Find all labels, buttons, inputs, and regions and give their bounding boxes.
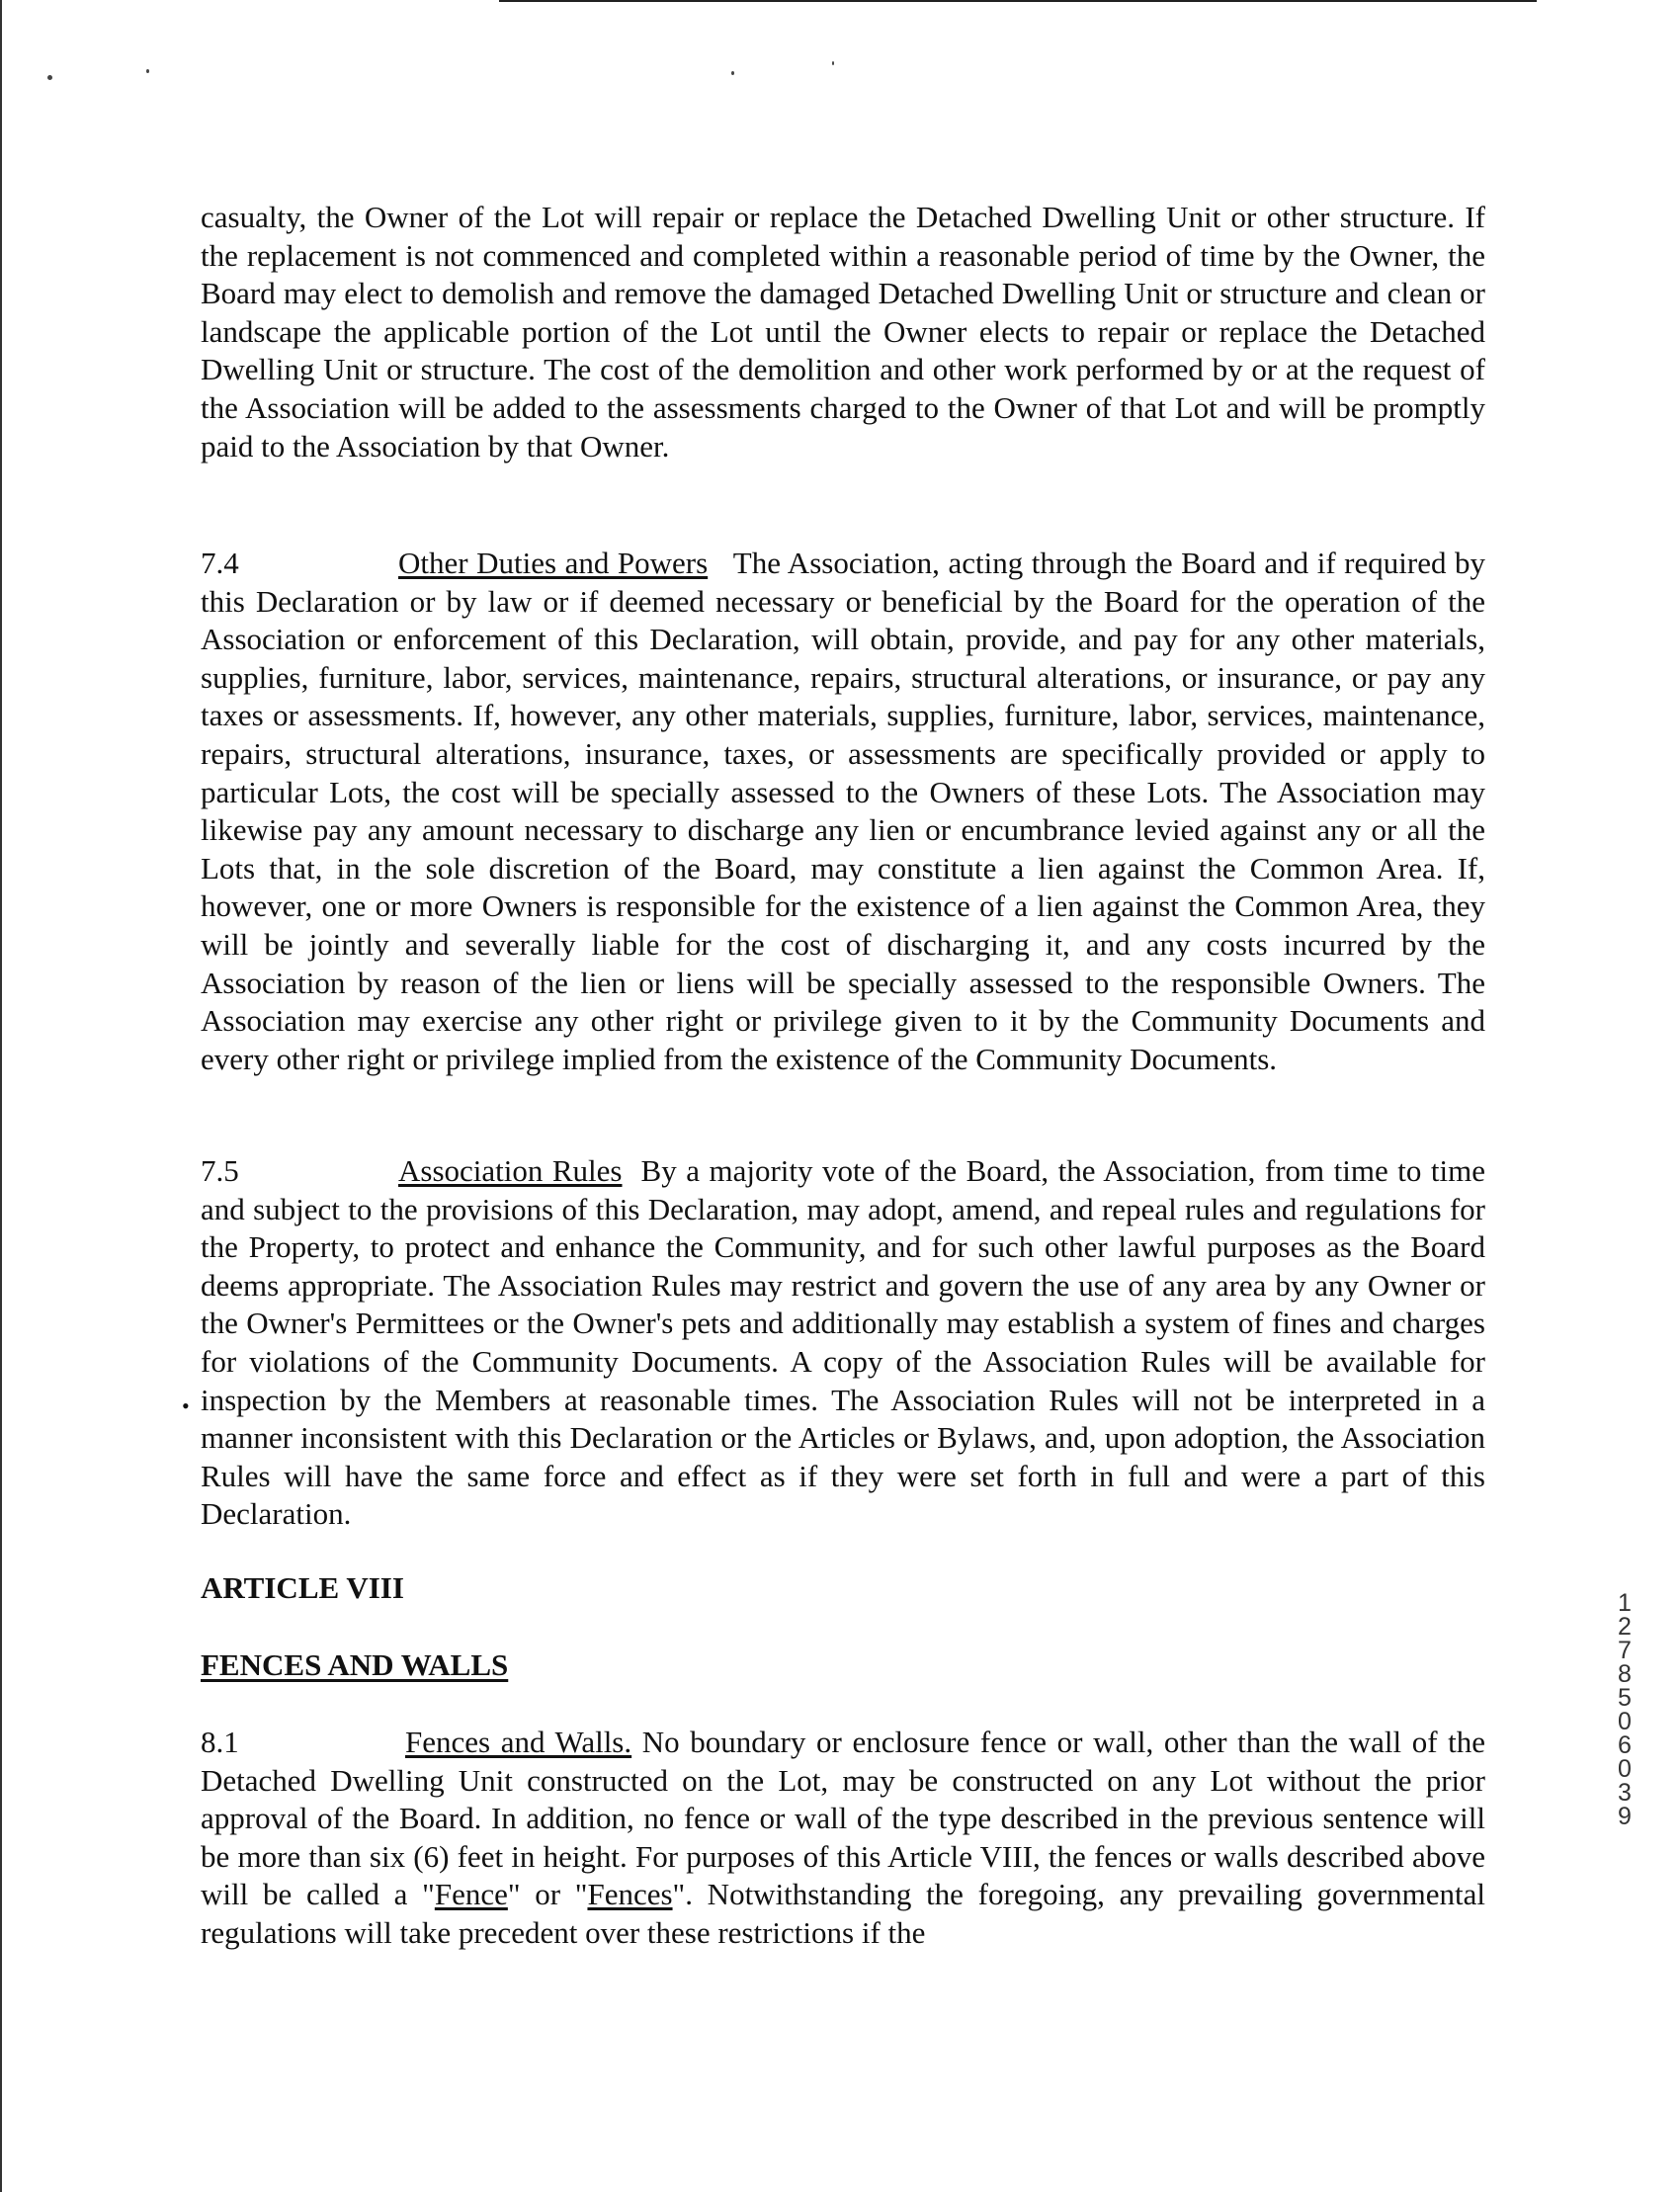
- scan-speck: [47, 75, 52, 80]
- article-label: ARTICLE VIII: [201, 1570, 404, 1605]
- section-text: No boundary or enclosure fence or wall, other than the wall of the Detached Dwelling Unit constructed on the Lot, may be constructed on any Lot without the prior approval of the Board. In addition, no fence or wall of the type described in the previous sentence will be more than six (6) feet in height. For purposes of this Article VIII, the fences or walls described above will be called a ": [201, 1725, 1486, 1912]
- margin-bullet-mark: •: [182, 1393, 190, 1418]
- section-title: Association Rules: [398, 1153, 623, 1188]
- section-title: Other Duties and Powers: [398, 546, 709, 580]
- section-text: " or ": [507, 1877, 588, 1912]
- section-7-4: [201, 545, 1485, 1078]
- scan-top-rule: [499, 0, 1537, 2]
- scan-speck: [146, 69, 149, 73]
- paragraph-continuation: [201, 199, 1485, 465]
- recording-stamp: 12785 06039: [1618, 1589, 1632, 1830]
- section-number: 8.1: [201, 1725, 239, 1759]
- section-text: ". Notwithstanding the foregoing, any prevailing governmental regulations will take precedent over these restrictions if the: [201, 1877, 1485, 1950]
- defined-term: Fence: [434, 1877, 508, 1912]
- section-text: By a majority vote of the Board, the Association, from time to time and subject to the provisions of this Declaration, may adopt, amend, and repeal rules and regulations for the Property, to protect and enhance the Community, and for such other lawful purposes as the Board deems appropriate. The Association Rules may restrict and govern the use of any area by any Owner or the Owner's Permittees or the Owner's pets and additionally may establish a system of fines and charges for violations of the Community Documents. A copy of the Association Rules will be available for inspection by the Members at reasonable times. The Association Rules will not be interpreted in a manner inconsistent with this Declaration or the Articles or Bylaws, and, upon adoption, the Association Rules will have the same force and effect as if they were set forth in full and were a part of this Declaration.: [201, 1153, 1485, 1532]
- article-title: FENCES AND WALLS: [201, 1647, 509, 1682]
- scan-left-edge: [0, 0, 2, 2192]
- scan-speck: [832, 61, 834, 65]
- section-number: 7.5: [201, 1153, 239, 1188]
- section-8-1: [201, 1724, 1485, 1953]
- section-7-5: [201, 1152, 1485, 1534]
- scan-speck: [731, 71, 734, 75]
- paragraph-text: casualty, the Owner of the Lot will repair or replace the Detached Dwelling Unit or other structure. If the replacement is not commenced and completed within a reasonable period of time by the Owner, the Board may elect to demolish and remove the damaged Detached Dwelling Unit or structure and clean or landscape the applicable portion of the Lot until the Owner elects to repair or replace the Detached Dwelling Unit or structure. The cost of the demolition and other work performed by or at the request of the Association will be added to the assessments charged to the Owner of that Lot and will be promptly paid to the Association by that Owner.: [201, 200, 1485, 464]
- section-text: The Association, acting through the Board and if required by this Declaration or by law or if deemed necessary or beneficial by the Board for the operation of the Association or enforcement of this Declaration, will obtain, provide, and pay for any other materials, supplies, furniture, labor, services, maintenance, repairs, structural alterations, or insurance, or pay any taxes or assessments. If, however, any other materials, supplies, furniture, labor, services, maintenance, repairs, structural alterations, insurance, taxes, or assessments are specifically provided or apply to particular Lots, the cost will be specially assessed to the Owners of these Lots. The Association may likewise pay any amount necessary to discharge any lien or encumbrance levied against any or all the Lots that, in the sole discretion of the Board, may constitute a lien against the Common Area. If, however, one or more Owners is responsible for the existence of a lien against the Common Area, they will be jointly and severally liable for the cost of discharging it, and any costs incurred by the Association by reason of the lien or liens will be specially assessed to the responsible Owners. The Association may exercise any other right or privilege given to it by the Community Documents and every other right or privilege implied from the existence of the Community Documents.: [201, 546, 1485, 1076]
- defined-term: Fences: [587, 1877, 673, 1912]
- section-title: Fences and Walls.: [405, 1725, 632, 1759]
- section-number: 7.4: [201, 546, 239, 580]
